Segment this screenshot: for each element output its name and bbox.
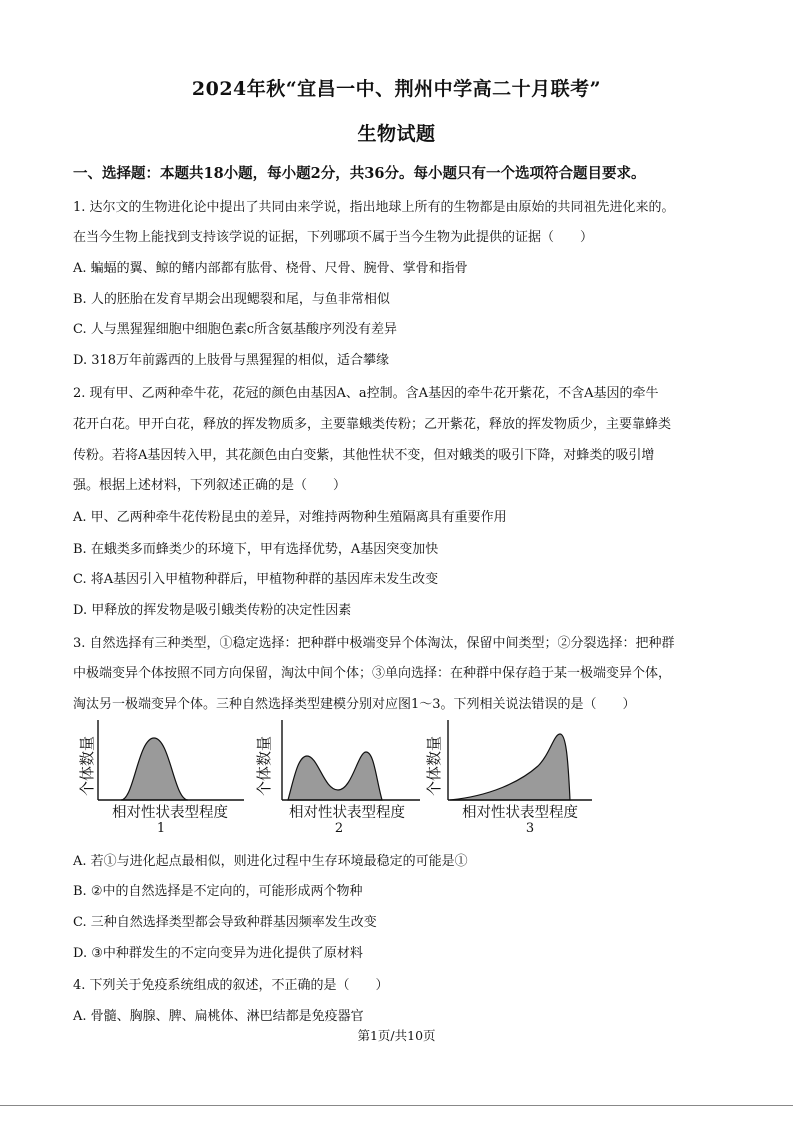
exam-subtitle: 生物试题 <box>357 123 436 145</box>
option-line: C. 三种自然选择类型都会导致种群基因频率发生改变 <box>73 915 377 930</box>
option-line: B. 人的胚胎在发育早期会出现鳃裂和尾，与鱼非常相似 <box>73 292 390 307</box>
question-line: 中极端变异个体按照不同方向保留，淘汰中间个体；③单向选择：在种群中保存趋于某一极端变异个体， <box>73 666 672 681</box>
figure-3-xlabel: 相对性状表型程度 <box>462 805 578 821</box>
question-line: 1. 达尔文的生物进化论中提出了共同由来学说，指出地球上所有的生物都是由原始的共同祖先进化来的。 <box>73 200 675 215</box>
figure-2-number: 2 <box>334 821 344 836</box>
option-line: B. ②中的自然选择是不定向的，可能形成两个物种 <box>73 884 363 899</box>
figure-1-xlabel: 相对性状表型程度 <box>112 805 228 821</box>
figure-1-number: 1 <box>156 821 166 836</box>
question-line: 淘汰另一极端变异个体。三种自然选择类型建模分别对应图1～3。下列相关说法错误的是（ ） <box>73 697 636 712</box>
option-line: A. 蝙蝠的翼、鲸的鳍内部都有肱骨、桡骨、尺骨、腕骨、掌骨和指骨 <box>73 261 468 276</box>
option-line: D. ③中种群发生的不定向变异为进化提供了原材料 <box>73 946 363 961</box>
section-heading: 一、选择题：本题共18小题，每小题2分，共36分。每小题只有一个选项符合题目要求。 <box>73 165 646 182</box>
distribution-curve <box>121 738 188 800</box>
question-line: 4. 下列关于免疫系统组成的叙述，不正确的是（ ） <box>73 978 389 993</box>
option-line: B. 在蛾类多而蜂类少的环境下，甲有选择优势，A基因突变加快 <box>73 542 439 557</box>
question-line: 强。根据上述材料，下列叙述正确的是（ ） <box>73 478 347 493</box>
question-line: 花开白花。甲开白花，释放的挥发物质多，主要靠蛾类传粉；乙开紫花，释放的挥发物质少，主要靠蜂类 <box>73 417 672 432</box>
option-line: C. 人与黑猩猩细胞中细胞色素c所含氨基酸序列没有差异 <box>73 322 398 337</box>
figure-3-number: 3 <box>525 821 535 836</box>
option-line: A. 甲、乙两种牵牛花传粉昆虫的差异，对维持两物种生殖隔离具有重要作用 <box>73 510 507 525</box>
option-line: A. 骨髓、胸腺、脾、扁桃体、淋巴结都是免疫器官 <box>73 1009 364 1024</box>
question-line: 在当今生物上能找到支持该学说的证据，下列哪项不属于当今生物为此提供的证据（ ） <box>73 230 594 245</box>
figure-3-plot <box>420 718 595 808</box>
figure-3-ylabel: 个体数量 <box>425 735 443 796</box>
option-line: A. 若①与进化起点最相似，则进化过程中生存环境最稳定的可能是① <box>73 854 468 869</box>
question-line: 2. 现有甲、乙两种牵牛花，花冠的颜色由基因A、a控制。含A基因的牵牛花开紫花，不含A基因的牵牛 <box>73 386 659 401</box>
exam-title: 2024年秋“宜昌一中、荆州中学高二十月联考” <box>191 78 602 100</box>
figure-2-ylabel: 个体数量 <box>255 735 273 796</box>
figure-2-plot <box>252 718 422 808</box>
question-line: 3. 自然选择有三种类型，①稳定选择：把种群中极端变异个体淘汰，保留中间类型；②分裂选择：把种群 <box>73 636 675 651</box>
question-line: 传粉。若将A基因转入甲，其花颜色由白变紫，其他性状不变，但对蛾类的吸引下降，对蜂类的吸引增 <box>73 448 655 463</box>
option-line: D. 318万年前露西的上肢骨与黑猩猩的相似，适合攀缘 <box>73 353 390 368</box>
page-footer: 第1页/共10页 <box>357 1028 436 1043</box>
figure-2-xlabel: 相对性状表型程度 <box>289 805 405 821</box>
figure-1-ylabel: 个体数量 <box>78 735 96 796</box>
bottom-divider <box>0 1105 793 1106</box>
figure-1-plot <box>76 718 246 808</box>
option-line: D. 甲释放的挥发物是吸引蛾类传粉的决定性因素 <box>73 603 352 618</box>
distribution-curve <box>288 752 382 800</box>
option-line: C. 将A基因引入甲植物种群后，甲植物种群的基因库未发生改变 <box>73 572 439 587</box>
distribution-curve <box>450 734 570 800</box>
